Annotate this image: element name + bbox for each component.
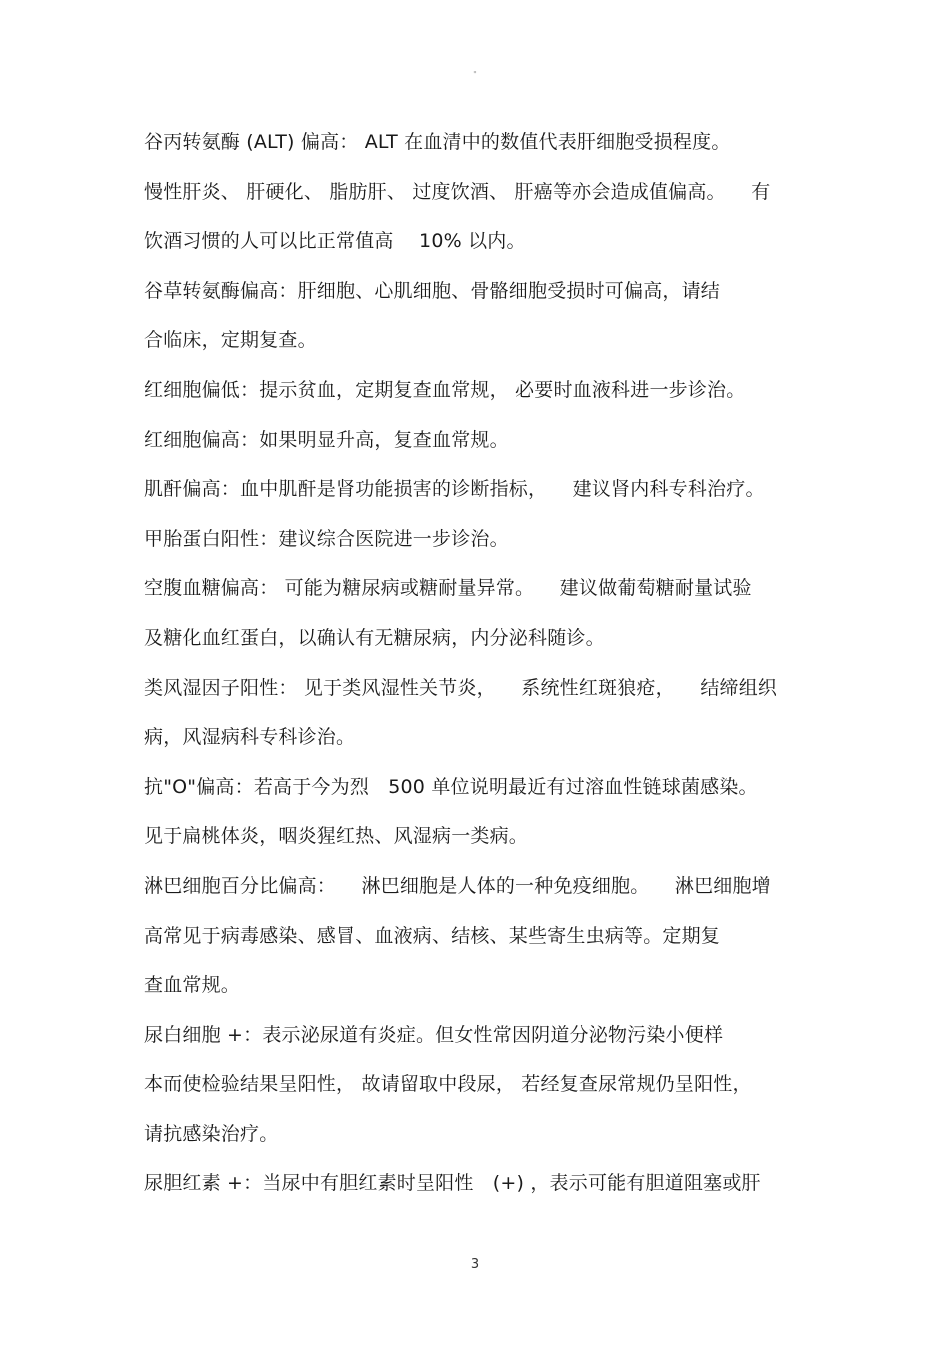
text-line: 肌酐偏高：血中肌酐是肾功能损害的诊断指标， 建议肾内科专科治疗。 bbox=[144, 478, 765, 501]
text-line: 淋巴细胞百分比偏高： 淋巴细胞是人体的一种免疫细胞。 淋巴细胞增 bbox=[144, 874, 771, 897]
text-line: 请抗感染治疗。 bbox=[144, 1122, 279, 1145]
text-line: 合临床，定期复查。 bbox=[144, 329, 317, 352]
text-line: 及糖化血红蛋白，以确认有无糖尿病，内分泌科随诊。 bbox=[144, 626, 605, 649]
header-mark: " bbox=[473, 70, 477, 79]
document-body bbox=[144, 124, 814, 1215]
text-line: 高常见于病毒感染、感冒、血液病、结核、某些寄生虫病等。定期复 bbox=[144, 924, 721, 947]
text-line: 尿胆红素 +：当尿中有胆红素时呈阳性 (+) ，表示可能有胆道阻塞或肝 bbox=[144, 1172, 761, 1195]
text-line: 尿白细胞 +：表示泌尿道有炎症。但女性常因阴道分泌物污染小便样 bbox=[144, 1023, 724, 1046]
text-line: 本而使检验结果呈阳性， 故请留取中段尿， 若经复查尿常规仍呈阳性， bbox=[144, 1073, 752, 1096]
text-line: 慢性肝炎、 肝硬化、 脂肪肝、 过度饮酒、 肝癌等亦会造成值偏高。 有 bbox=[144, 180, 771, 203]
text-line: 查血常规。 bbox=[144, 974, 241, 997]
text-line: 红细胞偏低：提示贫血，定期复查血常规， 必要时血液科进一步诊治。 bbox=[144, 378, 746, 401]
text-line: 饮酒习惯的人可以比正常值高 10% 以内。 bbox=[144, 230, 526, 253]
text-line: 类风湿因子阳性： 见于类风湿性关节炎， 系统性红斑狼疮， 结缔组织 bbox=[144, 676, 778, 699]
text-line: 甲胎蛋白阳性：建议综合医院进一步诊治。 bbox=[144, 527, 509, 550]
text-line: 谷丙转氨酶 (ALT) 偏高： ALT 在血清中的数值代表肝细胞受损程度。 bbox=[144, 131, 731, 153]
text-line: 谷草转氨酶偏高：肝细胞、心肌细胞、骨骼细胞受损时可偏高，请结 bbox=[144, 279, 721, 302]
text-line: 病，风湿病科专科诊治。 bbox=[144, 726, 356, 749]
text-line: 红细胞偏高：如果明显升高，复查血常规。 bbox=[144, 428, 509, 451]
text-line: 见于扁桃体炎，咽炎猩红热、风湿病一类病。 bbox=[144, 825, 529, 848]
text-line: 空腹血糖偏高： 可能为糖尿病或糖耐量异常。 建议做葡萄糖耐量试验 bbox=[144, 577, 752, 600]
page-number: 3 bbox=[470, 1257, 480, 1272]
text-line: 抗"O"偏高：若高于今为烈 500 单位说明最近有过溶血性链球菌感染。 bbox=[144, 775, 758, 798]
